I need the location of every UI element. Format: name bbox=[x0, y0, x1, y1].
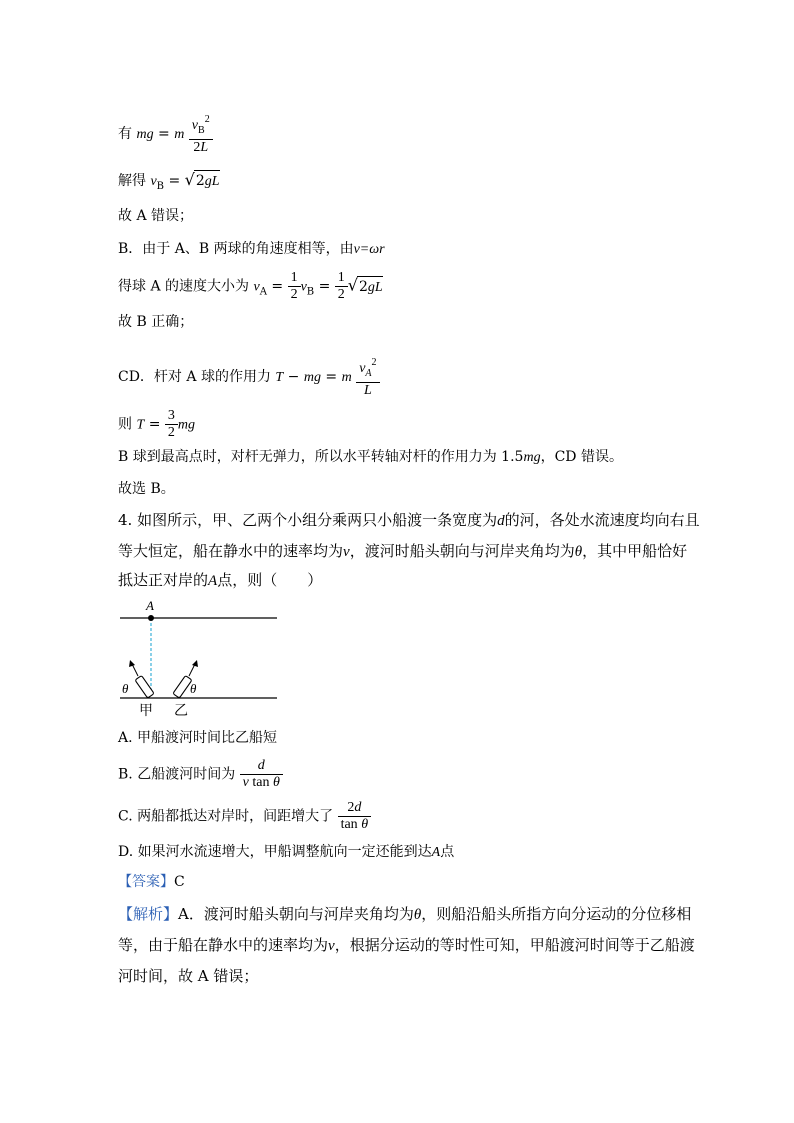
formula-line-7: CD．杆对 A 球的作用力 T − mg = m $\frac{v_A^2}{L}$ bbox=[118, 355, 380, 399]
question-line-1: 4. 如图所示，甲、乙两个小组分乘两只小船渡一条宽度为d的河，各处水流速度均向右且 bbox=[118, 511, 700, 529]
formula-line-1: 有 mg = m $\frac{v_B^2}{2L}$ bbox=[118, 112, 213, 156]
river-crossing-figure bbox=[110, 596, 290, 721]
text-line-3: 故 A 错误； bbox=[118, 208, 194, 224]
option-c: C. 两船都抵达对岸时，间距增大了 $\frac{2d}{\text{tan θ}}$ bbox=[118, 800, 371, 833]
question-line-3: 抵达正对岸的A点，则（ ） bbox=[118, 571, 323, 589]
text-line-4: B．由于 A、B 两球的角速度相等，由v=ωr bbox=[118, 241, 385, 257]
option-d: D. 如果河水流速增大，甲船调整航向一定还能到达A点 bbox=[118, 844, 455, 860]
analysis-line-2: 等，由于船在静水中的速率均为v，根据分运动的等时性可知，甲船渡河时间等于乙船渡 bbox=[118, 936, 695, 954]
answer-value: C bbox=[174, 874, 185, 890]
theta-right: θ bbox=[190, 681, 197, 696]
formula-line-8: 则 T = $\frac{3}{2}$ mg bbox=[118, 408, 196, 440]
option-b: B. 乙船渡河时间为 $\frac{d}{\text{v tan θ}}$ bbox=[118, 758, 283, 791]
label-a: A bbox=[146, 598, 154, 613]
formula-line-2: 解得 $v_B = √2gL$ bbox=[118, 170, 220, 192]
answer-label: 【答案】 bbox=[118, 874, 174, 890]
question-line-2: 等大恒定，船在静水中的速率均为v，渡河时船头朝向与河岸夹角均为θ，其中甲船恰好 bbox=[118, 542, 688, 560]
formula-line-5: 得球 A 的速度大小为 $v_A$ = $\frac{1}{2}$ $v_B$ = $\frac{1}{2}$ √2gL bbox=[118, 270, 383, 302]
label-jia: 甲 bbox=[139, 703, 153, 719]
label-yi: 乙 bbox=[174, 703, 188, 719]
theta-left: θ bbox=[122, 681, 129, 696]
arrowhead-yi bbox=[192, 660, 198, 667]
analysis-line-3: 河时间，故 A 错误； bbox=[118, 967, 259, 985]
analysis-line-1: 【解析】A．渡河时船头朝向与河岸夹角均为θ，则船沿船头所指方向分运动的分位移相 bbox=[118, 905, 692, 923]
arrowhead-jia bbox=[129, 660, 135, 667]
fraction-vb2-2l: $\frac{v_B^2}{2L}$ bbox=[189, 112, 213, 156]
arrow-jia bbox=[132, 664, 138, 676]
text-line-10: 故选 B。 bbox=[118, 481, 175, 497]
answer-line bbox=[118, 872, 185, 892]
option-a: A. 甲船渡河时间比乙船短 bbox=[118, 730, 278, 746]
text-line-9: B 球到最高点时，对杆无弹力，所以水平转轴对杆的作用力为 1.5mg，CD 错误。 bbox=[118, 449, 623, 465]
point-a-dot bbox=[148, 615, 154, 621]
text-line-6: 故 B 正确； bbox=[118, 314, 194, 330]
analysis-label: 【解析】 bbox=[118, 905, 179, 923]
arrow-yi bbox=[189, 664, 195, 676]
